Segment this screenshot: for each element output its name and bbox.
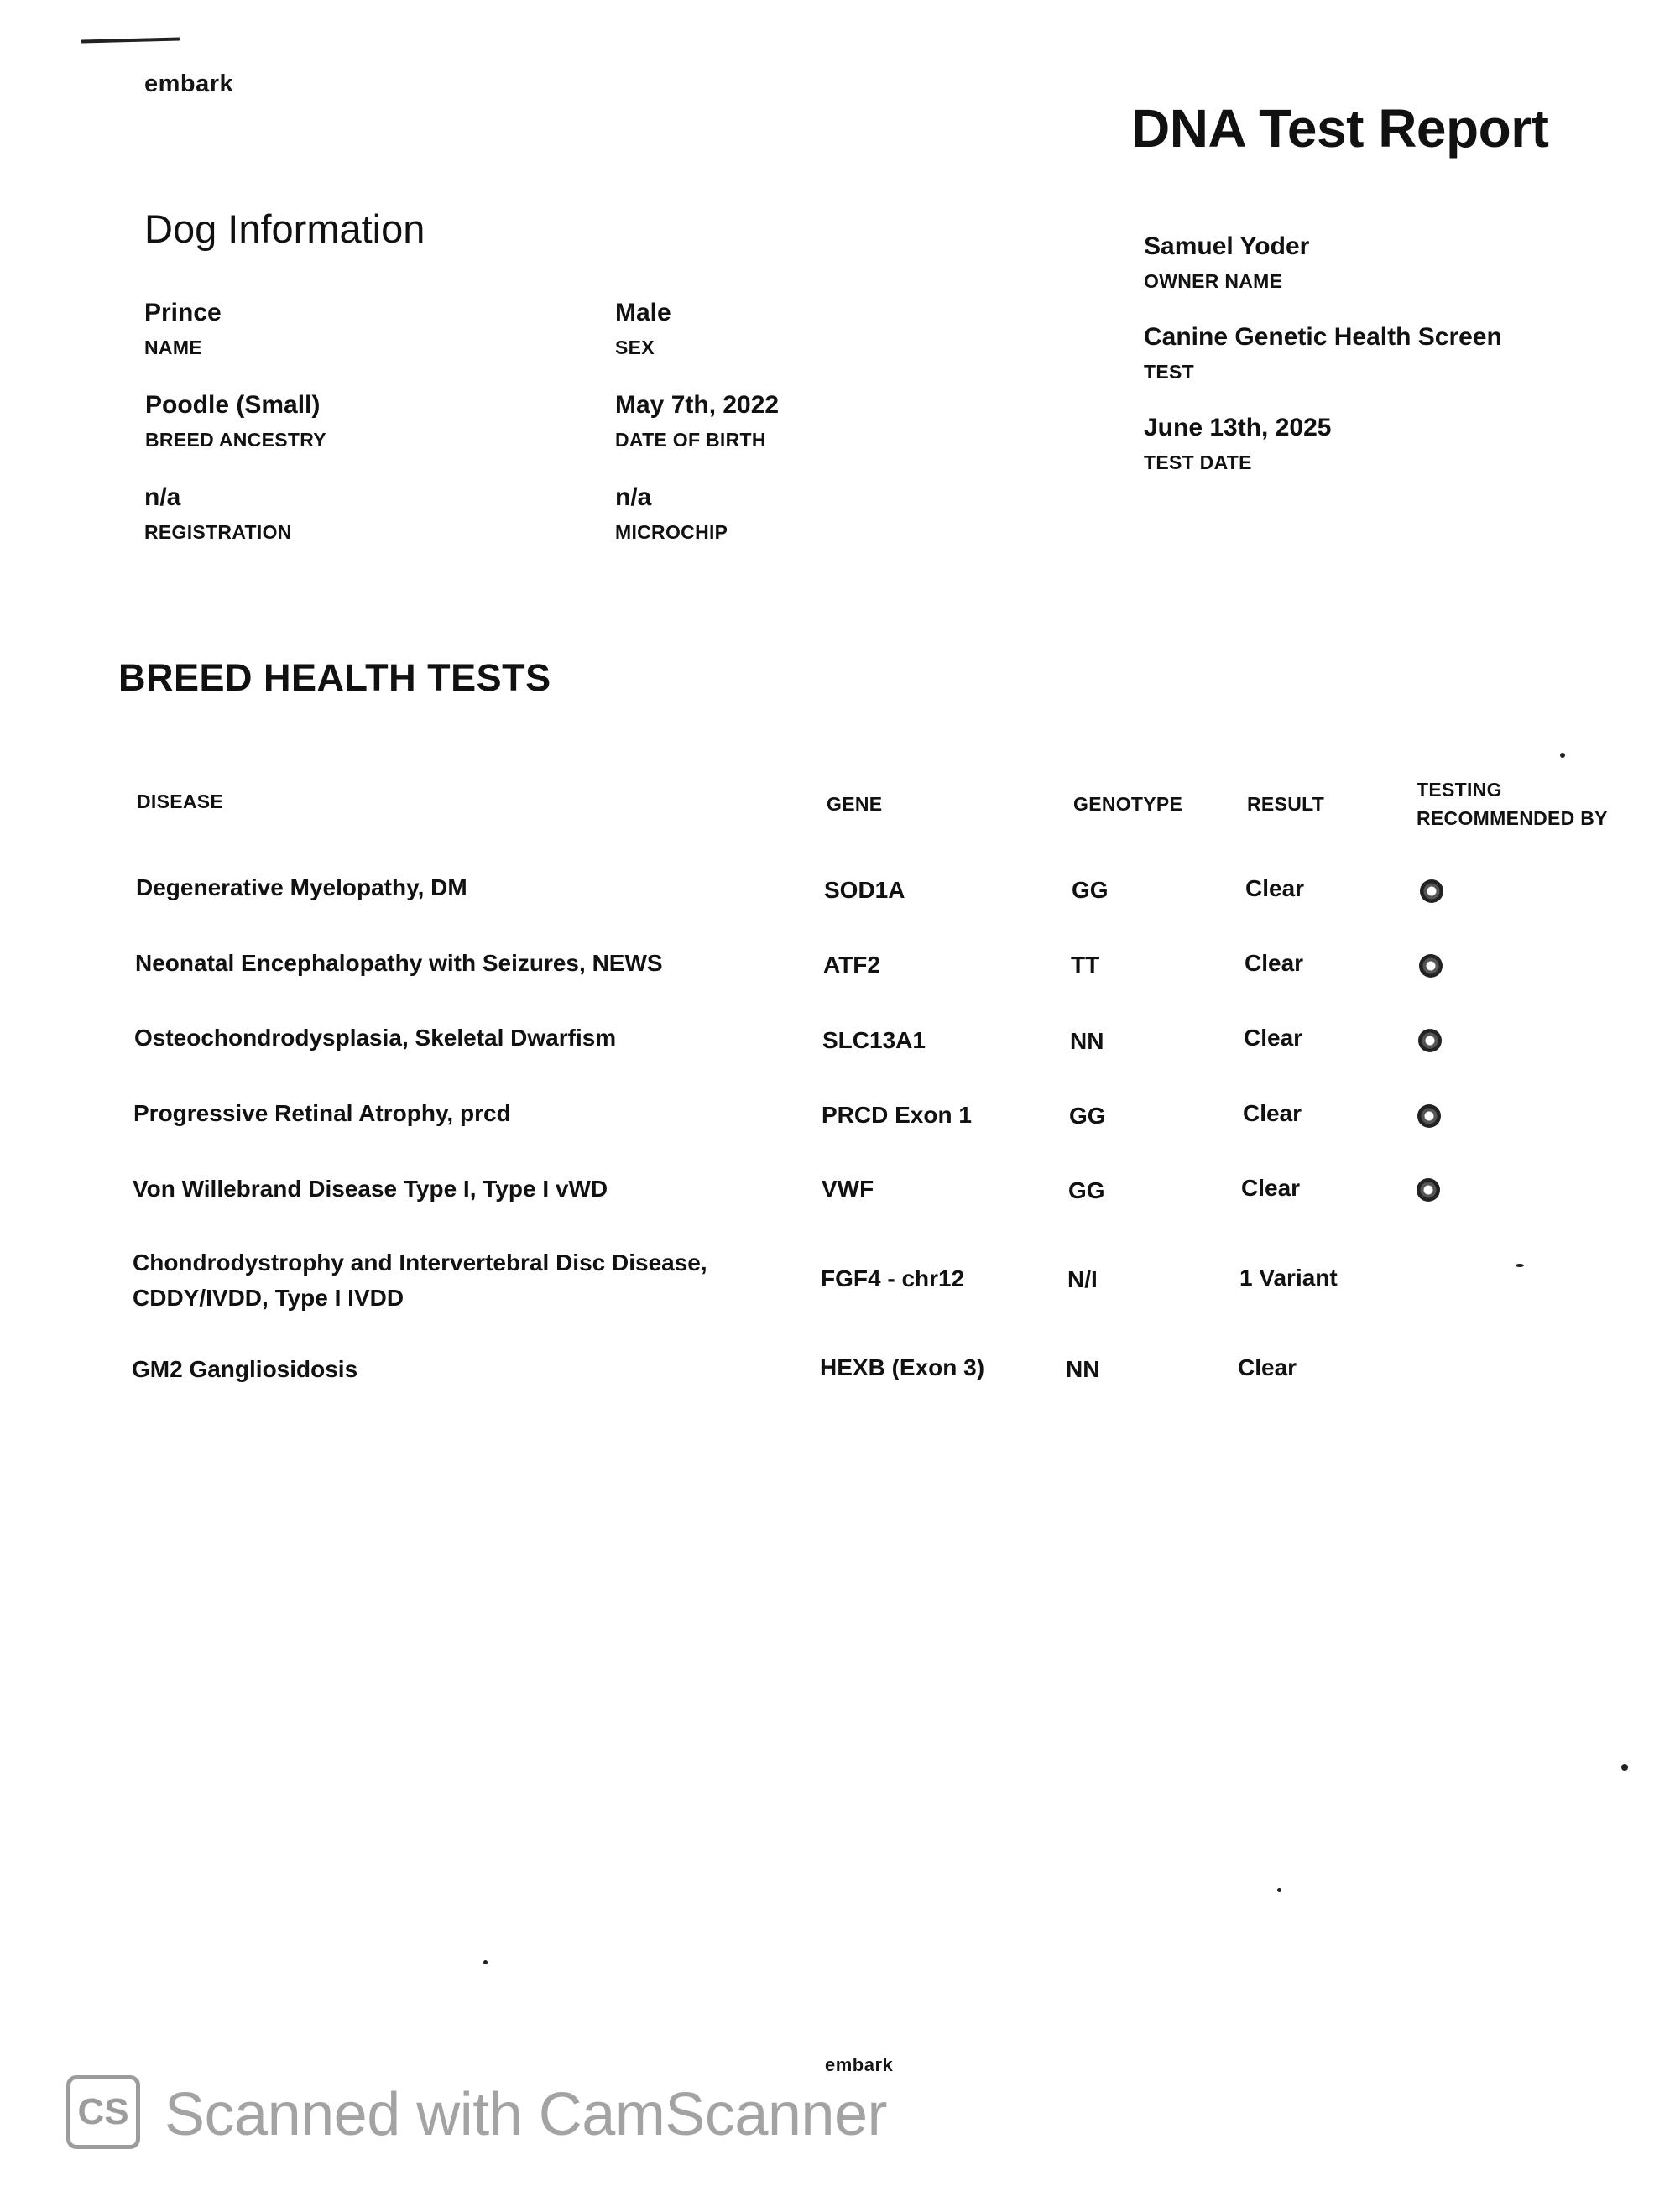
dog-information-heading: Dog Information <box>144 206 425 251</box>
microchip-label: MICROCHIP <box>615 521 728 543</box>
genotype-cell: GG <box>1069 1103 1106 1129</box>
date-of-birth-label: DATE OF BIRTH <box>615 429 766 451</box>
column-header-recommended-line2: RECOMMENDED BY <box>1417 807 1608 829</box>
dog-sex-value: Male <box>615 299 671 326</box>
disease-cell: Chondrodystrophy and Intervertebral Disc Disease, CDDY/IVDD, Type I IVDD <box>133 1249 707 1311</box>
result-cell: Clear <box>1241 1175 1301 1201</box>
report-title: DNA Test Report <box>1131 98 1549 159</box>
recommended-badge-icon <box>1420 879 1443 903</box>
column-header-recommended-line1: TESTING <box>1417 779 1502 801</box>
test-value: Canine Genetic Health Screen <box>1144 323 1502 351</box>
test-date-field <box>1144 413 1331 475</box>
genotype-cell: GG <box>1072 877 1109 903</box>
result-cell: Clear <box>1238 1354 1297 1380</box>
disease-cell: GM2 Gangliosidosis <box>132 1356 358 1382</box>
owner-name-value: Samuel Yoder <box>1144 232 1310 260</box>
camscanner-watermark: Scanned with CamScanner <box>164 2081 887 2148</box>
disease-cell: Von Willebrand Disease Type I, Type I vWD <box>133 1176 608 1202</box>
test-label: TEST <box>1144 361 1194 383</box>
genotype-cell: NN <box>1066 1356 1100 1382</box>
owner-name-label: OWNER NAME <box>1144 270 1283 292</box>
result-cell: Clear <box>1245 950 1304 976</box>
gene-cell: SLC13A1 <box>822 1027 926 1053</box>
column-header-genotype: GENOTYPE <box>1073 793 1183 815</box>
scan-artifact-line <box>81 37 180 43</box>
footer-embark-logo: embark <box>825 2054 894 2075</box>
gene-cell: FGF4 - chr12 <box>821 1265 965 1291</box>
scan-speck <box>1516 1264 1524 1267</box>
column-header-result: RESULT <box>1247 793 1325 815</box>
test-field <box>1144 322 1502 384</box>
date-of-birth-value: May 7th, 2022 <box>615 391 780 419</box>
registration-field <box>144 483 292 545</box>
dog-name-field <box>144 298 222 360</box>
scan-speck <box>1560 753 1565 758</box>
gene-cell: PRCD Exon 1 <box>822 1102 972 1128</box>
scan-speck <box>483 1960 488 1964</box>
breed-health-tests-heading: BREED HEALTH TESTS <box>118 656 551 699</box>
scan-speck <box>1621 1764 1628 1771</box>
dog-sex-label: SEX <box>615 336 655 358</box>
disease-cell: Neonatal Encephalopathy with Seizures, NEWS <box>135 950 663 976</box>
column-header-gene: GENE <box>827 793 883 815</box>
dog-name-value: Prince <box>144 299 222 326</box>
registration-value: n/a <box>144 483 181 511</box>
microchip-value: n/a <box>615 483 652 511</box>
genotype-cell: GG <box>1068 1177 1105 1203</box>
embark-logo: embark <box>144 70 234 97</box>
breed-ancestry-field <box>145 390 326 452</box>
column-header-recommended <box>1417 775 1608 832</box>
disease-cell: Osteochondrodysplasia, Skeletal Dwarfism <box>134 1025 617 1051</box>
disease-cell: Progressive Retinal Atrophy, prcd <box>133 1100 511 1126</box>
registration-label: REGISTRATION <box>144 521 292 543</box>
recommended-badge-icon <box>1419 954 1443 978</box>
disease-cell: Degenerative Myelopathy, DM <box>136 874 467 900</box>
gene-cell: SOD1A <box>824 877 905 903</box>
column-header-disease: DISEASE <box>137 790 224 812</box>
recommended-badge-icon <box>1418 1029 1442 1052</box>
recommended-badge-icon <box>1417 1178 1440 1202</box>
breed-ancestry-value: Poodle (Small) <box>145 391 321 419</box>
dog-name-label: NAME <box>144 336 202 358</box>
gene-cell: HEXB (Exon 3) <box>820 1354 985 1380</box>
recommended-badge-icon <box>1417 1104 1441 1128</box>
dog-sex-field <box>615 298 671 360</box>
test-date-label: TEST DATE <box>1144 451 1252 473</box>
owner-name-field <box>1144 232 1309 294</box>
microchip-field <box>615 483 728 545</box>
camscanner-logo-icon: CS <box>66 2075 140 2149</box>
result-cell: Clear <box>1244 1025 1303 1051</box>
result-cell: 1 Variant <box>1239 1265 1338 1291</box>
genotype-cell: NN <box>1070 1028 1104 1054</box>
gene-cell: VWF <box>822 1176 874 1202</box>
gene-cell: ATF2 <box>823 952 880 978</box>
test-date-value: June 13th, 2025 <box>1144 414 1332 441</box>
scan-speck <box>1277 1888 1281 1892</box>
result-cell: Clear <box>1245 875 1305 901</box>
genotype-cell: TT <box>1071 952 1100 978</box>
breed-ancestry-label: BREED ANCESTRY <box>145 429 326 451</box>
date-of-birth-field <box>615 390 779 452</box>
result-cell: Clear <box>1243 1100 1302 1126</box>
genotype-cell: N/I <box>1067 1266 1098 1292</box>
